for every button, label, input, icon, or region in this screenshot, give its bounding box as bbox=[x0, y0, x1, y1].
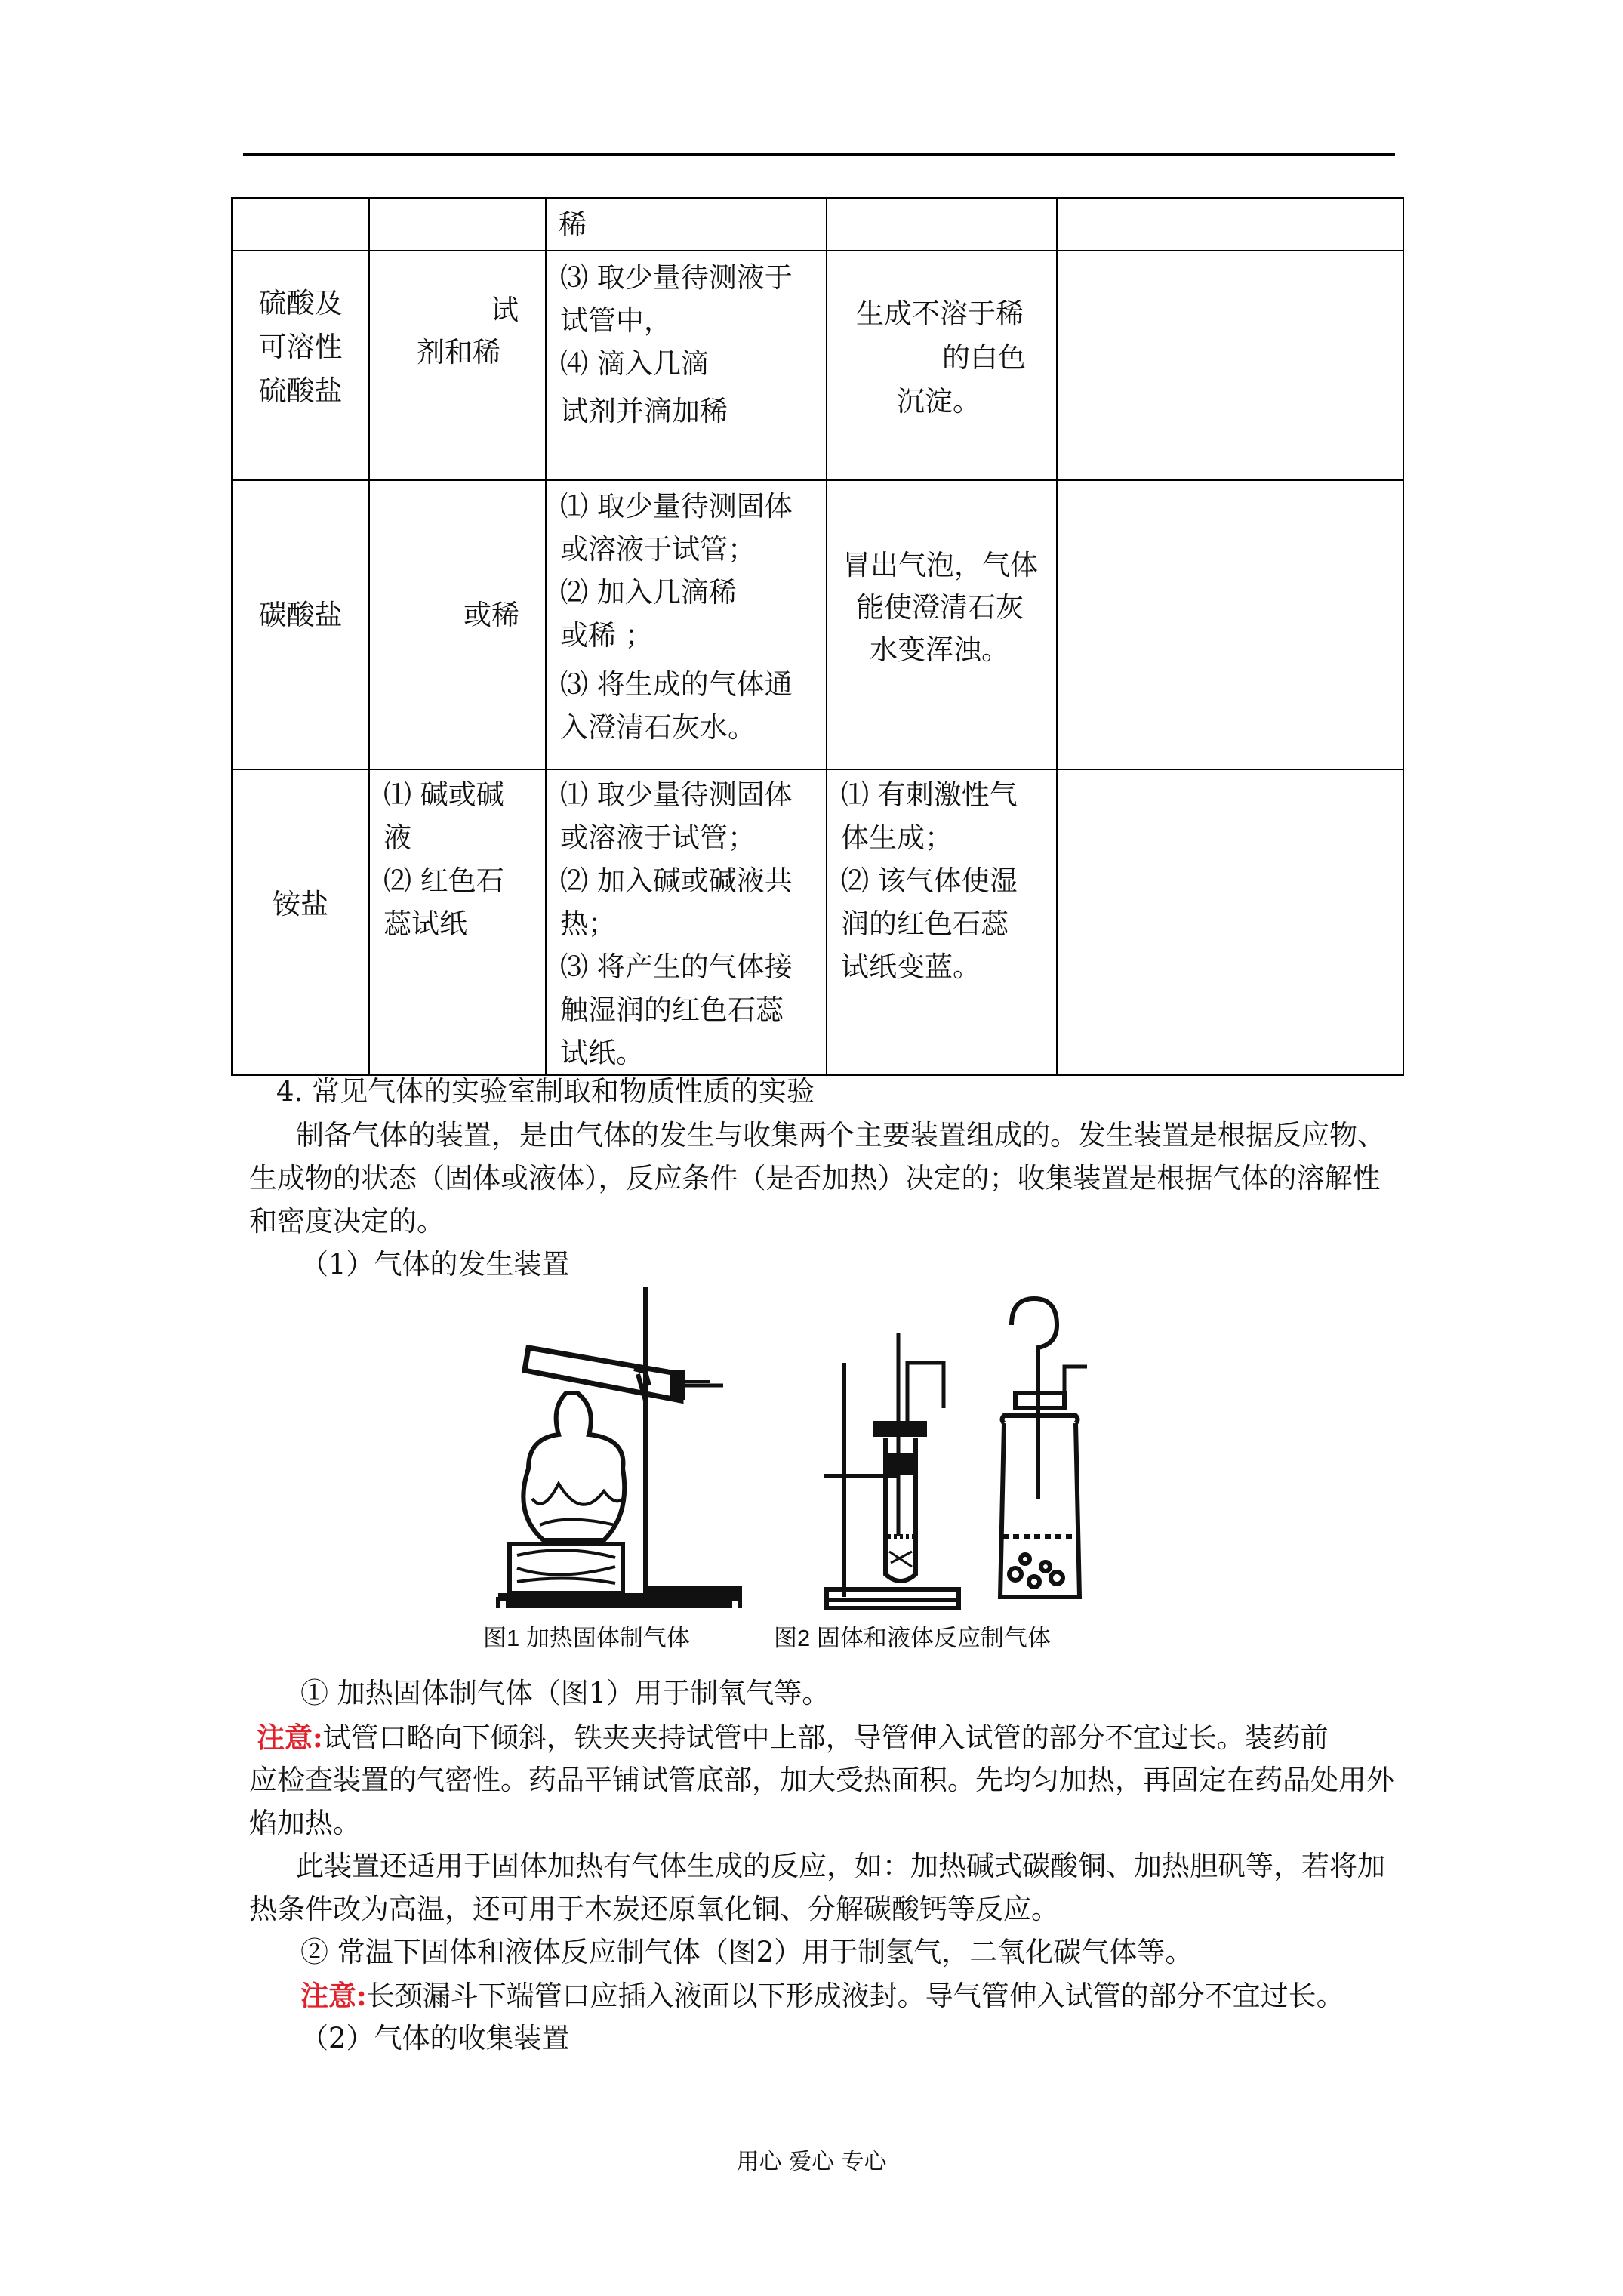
cell-text: 试纸变蓝。 bbox=[841, 951, 981, 983]
note-label: 注意: bbox=[257, 1721, 323, 1754]
table-cell bbox=[1057, 198, 1403, 251]
cell-text: 入澄清石灰水。 bbox=[560, 711, 756, 744]
ion-test-table bbox=[231, 197, 1404, 1076]
note-text: 试管口略向下倾斜，铁夹夹持试管中上部，导管伸入试管的部分不宜过长。装药前 bbox=[322, 1721, 1329, 1754]
cell-text: 或溶液于试管； bbox=[560, 533, 756, 566]
table-row bbox=[232, 198, 1403, 251]
cell-text: 稀 bbox=[559, 208, 587, 241]
cell-text: 热； bbox=[560, 908, 616, 940]
cell-text: 铵盐 bbox=[273, 888, 328, 920]
cell-text: 试 bbox=[491, 294, 519, 326]
table-row bbox=[232, 251, 1403, 480]
table-cell bbox=[827, 198, 1057, 251]
header-rule bbox=[243, 153, 1395, 156]
figure1-heating-apparatus bbox=[498, 1287, 740, 1608]
cell-text: ⑶ 取少量待测液于 bbox=[560, 261, 793, 294]
cell-text: 润的红色石蕊 bbox=[841, 908, 1009, 940]
note-paragraph-2 bbox=[300, 1974, 1478, 2017]
cell-text: ⑶ 将产生的气体接 bbox=[560, 951, 793, 983]
cell-text: 碳酸盐 bbox=[258, 599, 343, 631]
figure2-caption: 图2 固体和液体反应制气体 bbox=[774, 1625, 1051, 1651]
cell-text: 沉淀。 bbox=[897, 385, 981, 418]
paragraph-line: 热条件改为高温，还可用于木炭还原氧化铜、分解碳酸钙等反应。 bbox=[249, 1893, 1059, 1925]
cell-text: 或稀 bbox=[463, 599, 519, 631]
note-line: 应检查装置的气密性。药品平铺试管底部，加大受热面积。先均匀加热，再固定在药品处用外 bbox=[249, 1764, 1394, 1796]
cell-text: ⑷ 滴入几滴 bbox=[560, 347, 709, 380]
table-cell bbox=[232, 480, 369, 769]
table-cell bbox=[232, 769, 369, 1075]
table-cell bbox=[232, 251, 369, 480]
cell-text: 蕊试纸 bbox=[383, 908, 467, 940]
cell-text: 可溶性 bbox=[258, 331, 343, 363]
table-row bbox=[232, 480, 1403, 769]
cell-text: 的白色 bbox=[942, 341, 1026, 374]
table-cell bbox=[546, 251, 827, 480]
table-cell bbox=[1057, 251, 1403, 480]
note-line: 焰加热。 bbox=[249, 1807, 361, 1839]
cell-text: 试纸。 bbox=[560, 1037, 644, 1069]
table-cell bbox=[1057, 769, 1403, 1075]
cell-text: ⑴ 有刺激性气 bbox=[841, 778, 1018, 811]
cell-text: ⑵ 加入几滴稀 bbox=[560, 576, 737, 609]
cell-text: 剂和稀 bbox=[417, 336, 500, 368]
subheading: （2）气体的收集装置 bbox=[300, 2022, 570, 2054]
apparatus-figure bbox=[483, 1287, 1117, 1657]
table-cell bbox=[546, 480, 827, 769]
paragraph-line: 此装置还适用于固体加热有气体生成的反应，如：加热碱式碳酸铜、加热胆矾等，若将加 bbox=[296, 1850, 1385, 1882]
table-cell bbox=[369, 251, 546, 480]
cell-text: 试剂并滴加稀 bbox=[560, 395, 728, 427]
intro-line: 制备气体的装置，是由气体的发生与收集两个主要装置组成的。发生装置是根据反应物、 bbox=[296, 1119, 1385, 1151]
note-text: 长颈漏斗下端管口应插入液面以下形成液封。导气管伸入试管的部分不宜过长。 bbox=[366, 1980, 1344, 2012]
cell-text: ⑵ 红色石 bbox=[383, 864, 504, 897]
table-cell bbox=[1057, 480, 1403, 769]
cell-text: 生成不溶于稀 bbox=[856, 297, 1024, 330]
note-paragraph-1 bbox=[257, 1716, 1434, 1759]
apparatus-drawing bbox=[483, 1287, 1117, 1657]
item-2: ② 常温下固体和液体反应制气体（图2）用于制氢气，二氧化碳气体等。 bbox=[300, 1936, 1193, 1968]
figure2-gas-apparatus bbox=[824, 1299, 1087, 1608]
table-cell bbox=[369, 480, 546, 769]
page-footer: 用心 爱心 专心 bbox=[736, 2149, 887, 2175]
cell-text: ⑴ 取少量待测固体 bbox=[560, 490, 793, 522]
cell-text: ⑴ 碱或碱 bbox=[383, 778, 504, 811]
figure1-caption: 图1 加热固体制气体 bbox=[483, 1625, 690, 1651]
cell-text: 能使澄清石灰 bbox=[856, 591, 1024, 624]
cell-text: 或溶液于试管； bbox=[560, 821, 756, 854]
cell-text: 硫酸及 bbox=[258, 287, 343, 319]
table-cell bbox=[232, 198, 369, 251]
table-cell bbox=[546, 769, 827, 1075]
cell-text: 冒出气泡，气体 bbox=[842, 549, 1038, 581]
cell-text: 触湿润的红色石蕊 bbox=[560, 994, 784, 1026]
table-cell bbox=[827, 480, 1057, 769]
cell-text: 体生成； bbox=[841, 821, 953, 854]
cell-text: ⑵ 加入碱或碱液共 bbox=[560, 864, 793, 897]
cell-text: 硫酸盐 bbox=[258, 374, 343, 407]
item-1: ① 加热固体制气体（图1）用于制氧气等。 bbox=[300, 1677, 830, 1709]
cell-text: 试管中， bbox=[560, 304, 672, 337]
intro-line: 生成物的状态（固体或液体），反应条件（是否加热）决定的；收集装置是根据气体的溶解性 bbox=[249, 1162, 1381, 1194]
cell-text: 或稀 ； bbox=[560, 619, 653, 652]
cell-text: ⑶ 将生成的气体通 bbox=[560, 668, 793, 701]
intro-line: 和密度决定的。 bbox=[249, 1205, 445, 1237]
table-row bbox=[232, 769, 1403, 1075]
table-cell bbox=[369, 769, 546, 1075]
cell-text: 水变浑浊。 bbox=[870, 633, 1009, 666]
note-label: 注意: bbox=[300, 1979, 367, 2012]
table-cell bbox=[546, 198, 827, 251]
cell-text: ⑵ 该气体使湿 bbox=[841, 864, 1018, 897]
subheading: （1）气体的发生装置 bbox=[300, 1248, 570, 1281]
section-heading: 4. 常见气体的实验室制取和物质性质的实验 bbox=[276, 1075, 815, 1108]
table-cell bbox=[827, 251, 1057, 480]
table-cell bbox=[369, 198, 546, 251]
cell-text: 液 bbox=[383, 821, 411, 854]
table-cell bbox=[827, 769, 1057, 1075]
cell-text: ⑴ 取少量待测固体 bbox=[560, 778, 793, 811]
